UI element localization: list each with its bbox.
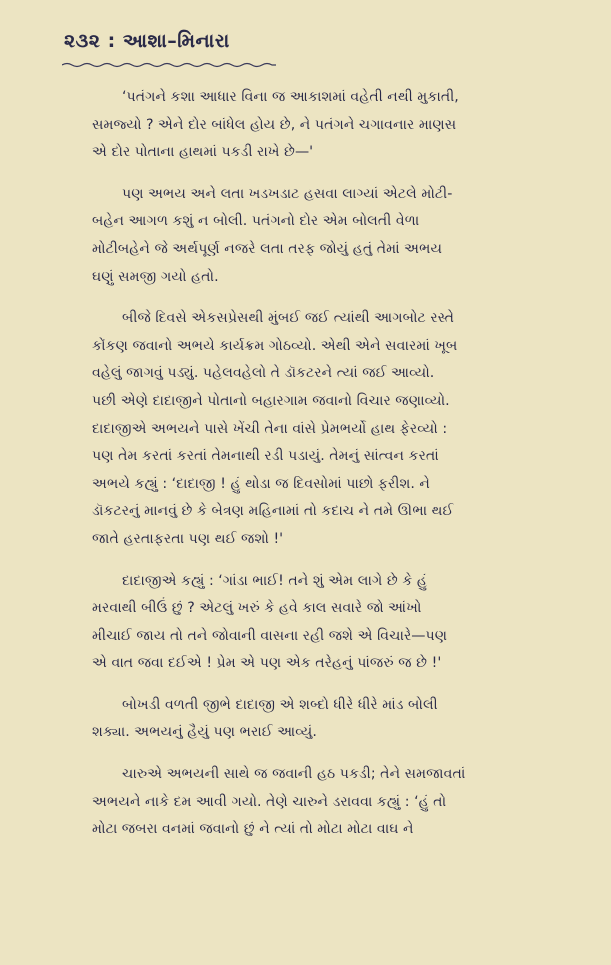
text-line: મરવાથી બીઉં છું ? એટલું ખરું કે હવે કાલ સવારે જો આંખો	[92, 600, 422, 617]
paragraph	[60, 692, 575, 747]
text-line: ‘પતંગને કશા આધાર વિના જ આકાશમાં વહેતી નથી મુકાતી,	[122, 89, 459, 105]
text-line: ચારુએ અભયની સાથે જ જવાની હઠ પકડી; તેને સમજાવતાં	[122, 766, 466, 783]
book-title: આશા–મિનારા	[122, 30, 230, 52]
text-line: દાદાજીએ કહ્યું : ‘ગાંડા ભાઈ! તને શું એમ લાગે છે કે હું	[122, 572, 427, 589]
paragraph	[60, 568, 575, 678]
text-line: કોંકણ જવાનો અભયે કાર્યક્રમ ગોઠવ્યો. એથી એને સવારમાં ખૂબ	[92, 337, 458, 354]
text-line: દાદાજીએ અભયને પાસે ખેંચી તેના વાંસે પ્રેમભર્યો હાથ ફેરવ્યો :	[92, 420, 448, 437]
text-line: બીજે દિવસે એકસપ્રેસથી મુંબઈ જઈ ત્યાંથી આગબોટ રસ્તે	[122, 310, 455, 327]
paragraph	[60, 181, 575, 291]
text-line: ઘણું સમજી ગયો હતો.	[92, 268, 219, 285]
paragraph	[60, 84, 575, 167]
text-line: પણ અભય અને લતા ખડખડાટ હસવા લાગ્યાં એટલે મોટી-	[122, 185, 453, 202]
text-line: જાતે હરતાફરતા પણ થઈ જશો !'	[92, 530, 284, 547]
text-line: એ વાત જવા દઈએ ! પ્રેમ એ પણ એક તરેહનું પાંજરું જ છે !'	[92, 655, 442, 672]
text-line: અભયને નાકે દમ આવી ગયો. તેણે ચારુને ડરાવવા કહ્યું : ‘હું તો	[92, 793, 447, 810]
page-number: ૨૩૨	[64, 30, 101, 52]
text-line: પણ તેમ કરતાં કરતાં તેમનાથી રડી પડાયું. તેમનું સાંત્વન કરતાં	[92, 448, 439, 465]
text-line: બહેન આગળ કશું ન બોલી. પતંગનો દોર એમ બોલતી વેળા	[92, 213, 420, 230]
text-line: પછી એણે દાદાજીને પોતાનો બહારગામ જવાનો વિચાર જણાવ્યો.	[92, 392, 450, 409]
running-header	[64, 30, 230, 52]
paragraph	[60, 305, 575, 553]
text-line: ડૉકટરનું માનવું છે કે બેત્રણ મહિનામાં તો કદાચ ને તમે ઊભા થઈ	[92, 503, 454, 520]
text-line: મોટીબહેને જે અર્થપૂર્ણ નજરે લતા તરફ જોયું હતું તેમાં અભય	[92, 240, 443, 257]
text-line: મીચાઈ જાય તો તને જોવાની વાસના રહી જશે એ વિચારે—પણ	[92, 627, 448, 644]
text-line: સમજ્યો ? એને દોર બાંધેલ હોય છે, ને પતંગને ચગાવનાર માણસ	[92, 116, 457, 133]
text-line: મોટા જબરા વનમાં જવાનો છું ને ત્યાં તો મોટા મોટા વાઘ ને	[92, 821, 414, 838]
header-separator: :	[107, 30, 116, 52]
header-wavy-rule	[62, 62, 276, 68]
text-line: વહેલું જાગવું પડ્યું. પહેલવહેલો તે ડૉકટરને ત્યાં જઈ આવ્યો.	[92, 365, 435, 382]
text-line: એ દોર પોતાના હાથમાં પકડી રાખે છે—'	[92, 144, 314, 161]
paragraph	[60, 761, 575, 844]
body-text	[60, 84, 575, 858]
text-line: બોખડી વળતી જીભે દાદાજી એ શબ્દો ધીરે ધીરે માંડ બોલી	[122, 696, 438, 713]
text-line: અભયે કહ્યું : ‘દાદાજી ! હું થોડા જ દિવસોમાં પાછો ફરીશ. ને	[92, 475, 430, 492]
text-line: શક્યા. અભયનું હૈયું પણ ભરાઈ આવ્યું.	[92, 724, 317, 741]
